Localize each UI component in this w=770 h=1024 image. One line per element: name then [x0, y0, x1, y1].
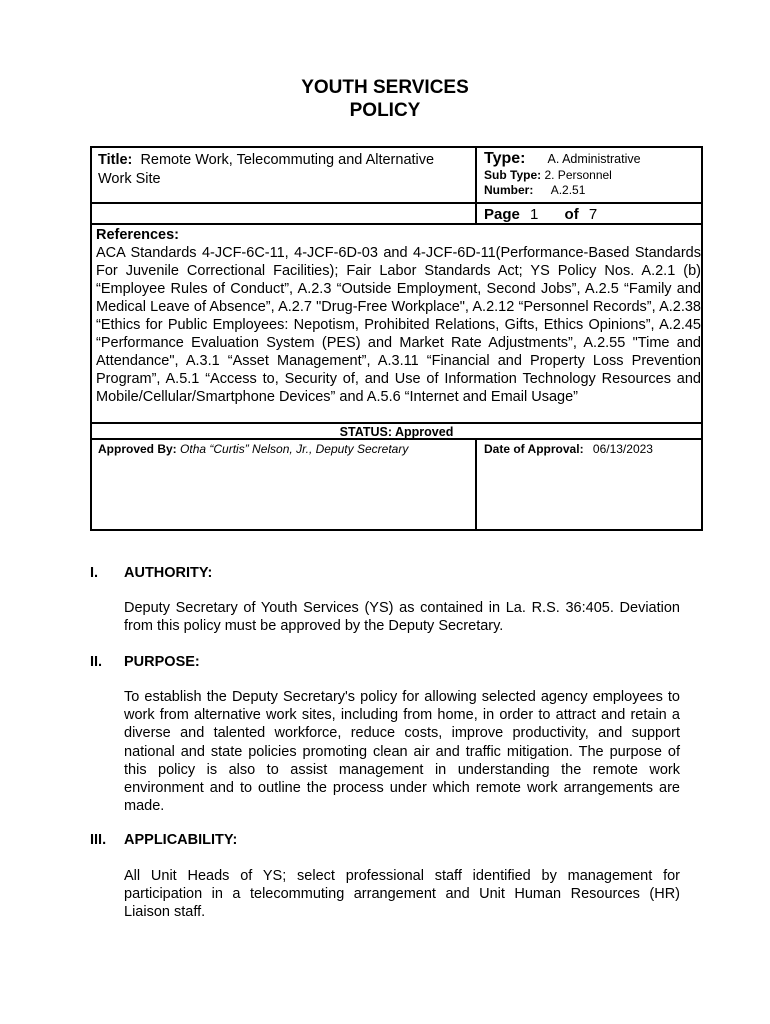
page-current: 1 — [530, 206, 539, 223]
page-indicator — [484, 206, 597, 224]
title-value: Remote Work, Telecommuting and Alternative Work Site — [98, 152, 435, 187]
title-cell — [98, 151, 470, 189]
heading-line-2: POLICY — [349, 100, 421, 121]
section-number: I. — [90, 565, 99, 581]
heading-line-1: YOUTH SERVICES — [301, 77, 469, 98]
column-divider — [475, 148, 477, 223]
references-cell — [96, 226, 701, 406]
type-cell — [484, 150, 699, 198]
subtype-label: Sub Type: — [484, 168, 542, 182]
approved-by-cell — [98, 442, 478, 457]
approved-by-value: Otha “Curtis” Nelson, Jr., Deputy Secretary — [180, 442, 409, 456]
section-body: To establish the Deputy Secretary's policy for allowing selected agency employees to work from alternative work sites, including from home, in order to attract and retain a diverse and talented workforce, reduce costs, improve productivity, and support national and state policies promoting clean air and traffic mitigation. The purpose of this policy is also to assist management in understanding the remote work environment and to outline the process under which remote work arrangements are made. — [124, 689, 680, 815]
section-body: Deputy Secretary of Youth Services (YS) as contained in La. R.S. 36:405. Deviation from this policy must be approved by the Deputy Secretary. — [124, 600, 680, 635]
document-heading — [0, 76, 770, 122]
section-title: AUTHORITY: — [124, 565, 213, 581]
row-divider — [92, 422, 701, 424]
number-label: Number: — [484, 183, 534, 197]
row-divider — [92, 202, 701, 204]
title-label: Title: — [98, 152, 133, 168]
number-value: A.2.51 — [550, 183, 586, 197]
type-value: A. Administrative — [547, 152, 641, 166]
section-number: III. — [90, 832, 107, 848]
status-text: STATUS: Approved — [339, 425, 454, 439]
policy-header-table — [90, 146, 703, 531]
page-total: 7 — [588, 206, 598, 223]
section-body: All Unit Heads of YS; select professional staff identified by management for participation in a telecommuting arrangement and Unit Human Resources (HR) Liaison staff. — [124, 868, 680, 921]
page-label: Page — [484, 206, 520, 223]
subtype-value: 2. Personnel — [544, 168, 612, 182]
approved-by-label: Approved By: — [98, 442, 177, 456]
section-number: II. — [90, 654, 103, 670]
references-label: References: — [96, 227, 180, 243]
date-of-approval-value: 06/13/2023 — [592, 442, 653, 456]
row-divider — [92, 223, 701, 225]
page-of-label: of — [564, 206, 579, 223]
section-title: APPLICABILITY: — [124, 832, 238, 848]
date-of-approval-label: Date of Approval: — [484, 442, 584, 456]
section-title: PURPOSE: — [124, 654, 200, 670]
type-label: Type: — [484, 150, 526, 167]
references-text: ACA Standards 4-JCF-6C-11, 4-JCF-6D-03 and 4-JCF-6D-11(Performance-Based Standards For Juvenile Correctional Facilities); Fair Labor Standards Act; YS Policy Nos. A.2.1 (b) “Employee Rules of Conduct”, A.2.3 “Outside Employment, Second Jobs”, A.2.5 “Family and Medical Leave of Absence”, A.2.7 "Drug-Free Workplace", A.2.12 “Personnel Records”, A.2.38 “Ethics for Public Employees: Nepotism, Prohibited Relations, Gifts, Ethics Opinions”, A.2.45 “Performance Evaluation System (PES) and Market Rate Adjustments”, A.2.55 "Time and Attendance", A.3.1 “Asset Management”, A.3.11 “Financial and Property Loss Prevention Program”, A.5.1 “Access to, Security of, and Use of Information Technology Resources and Mobile/Cellular/Smartphone Devices” and A.5.6 “Internet and Email Usage” — [96, 245, 701, 405]
date-of-approval-cell — [484, 442, 699, 457]
